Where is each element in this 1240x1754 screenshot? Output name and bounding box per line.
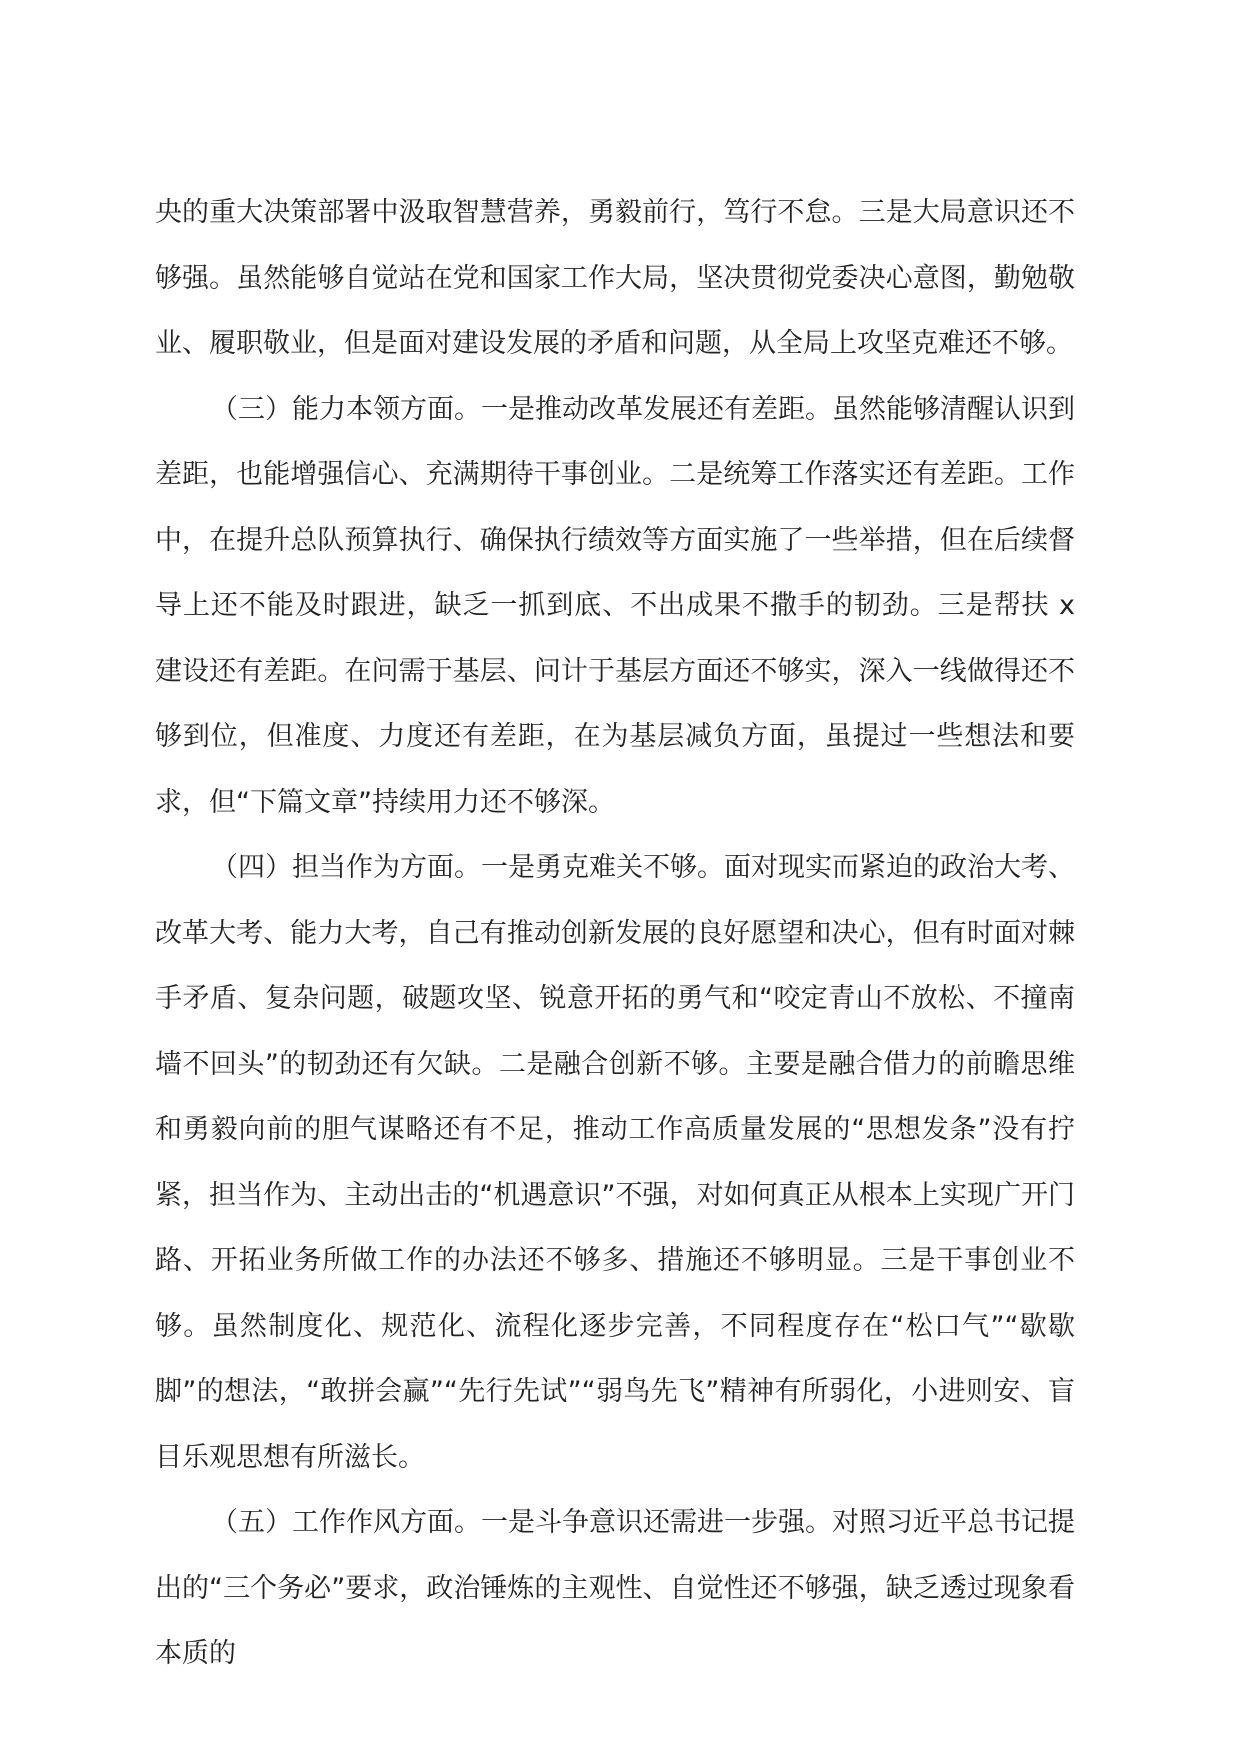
paragraph-ability: （三）能力本领方面。一是推动改革发展还有差距。虽然能够清醒认识到差距，也能增强信心、充满期待干事创业。二是统筹工作落实还有差距。工作中，在提升总队预算执行、确保执行绩效等方面实施了一些举措，但在后续督导上还不能及时跟进，缺乏一抓到底、不出成果不撒手的韧劲。三是帮扶 x 建设还有差距。在问需于基层、问计于基层方面还不够实，深入一线做得还不够到位，但准度、力度还有差距，在为基层减负方面，虽提过一些想法和要求，但“下篇文章”持续用力还不够深。 <box>155 393 1075 818</box>
body-text <box>155 180 1075 1687</box>
paragraph-responsibility: （四）担当作为方面。一是勇克难关不够。面对现实而紧迫的政治大考、改革大考、能力大考，自己有推动创新发展的良好愿望和决心，但有时面对棘手矛盾、复杂问题，破题攻坚、锐意开拓的勇气和“咬定青山不放松、不撞南墙不回头”的韧劲还有欠缺。二是融合创新不够。主要是融合借力的前瞻思维和勇毅向前的胆气谋略还有不足，推动工作高质量发展的“思想发条”没有拧紧，担当作为、主动出击的“机遇意识”不强，对如何真正从根本上实现广开门路、开拓业务所做工作的办法还不够多、措施还不够明显。三是干事创业不够。虽然制度化、规范化、流程化逐步完善，不同程度存在“松口气”“歇歇脚”的想法，“敢拼会赢”“先行先试”“弱鸟先飞”精神有所弱化，小进则安、盲目乐观思想有所滋长。 <box>155 852 1075 1473</box>
paragraph-work-style: （五）工作作风方面。一是斗争意识还需进一步强。对照习近平总书记提出的“三个务必”要求，政治锤炼的主观性、自觉性还不够强，缺乏透过现象看本质的 <box>155 1507 1075 1669</box>
paragraph-continuation: 央的重大决策部署中汲取智慧营养，勇毅前行，笃行不怠。三是大局意识还不够强。虽然能够自觉站在党和国家工作大局，坚决贯彻党委决心意图，勤勉敬业、履职敬业，但是面对建设发展的矛盾和问题，从全局上攻坚克难还不够。 <box>155 197 1075 359</box>
